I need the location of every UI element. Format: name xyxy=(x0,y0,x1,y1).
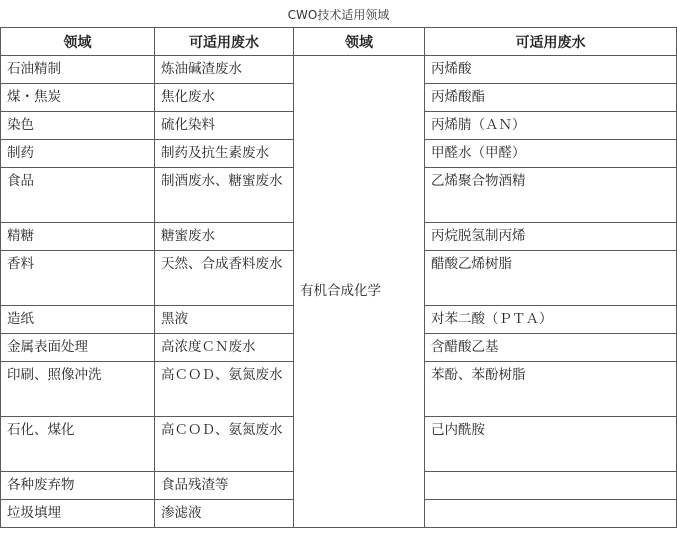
cwo-application-table xyxy=(0,27,677,528)
right-wastewater-cell: 丙烯腈（ＡＮ） xyxy=(425,112,677,140)
field-cell: 石化、煤化 xyxy=(1,417,155,472)
field-cell: 造纸 xyxy=(1,306,155,334)
table-row xyxy=(1,56,677,84)
right-wastewater-cell: 丙烯酸酯 xyxy=(425,84,677,112)
wastewater-cell: 黑液 xyxy=(155,306,294,334)
right-wastewater-cell: 乙烯聚合物酒精 xyxy=(425,168,677,223)
right-wastewater-cell: 含醋酸乙基 xyxy=(425,334,677,362)
wastewater-cell: 渗滤液 xyxy=(155,500,294,528)
field-cell: 食品 xyxy=(1,168,155,223)
field-cell: 香料 xyxy=(1,251,155,306)
wastewater-cell: 制药及抗生素废水 xyxy=(155,140,294,168)
wastewater-cell: 制酒废水、糖蜜废水 xyxy=(155,168,294,223)
wastewater-cell: 硫化染料 xyxy=(155,112,294,140)
wastewater-cell: 糖蜜废水 xyxy=(155,223,294,251)
wastewater-cell: 天然、合成香料废水 xyxy=(155,251,294,306)
field-cell: 煤・焦炭 xyxy=(1,84,155,112)
right-wastewater-cell xyxy=(425,500,677,528)
wastewater-cell: 焦化废水 xyxy=(155,84,294,112)
wastewater-cell: 食品残渣等 xyxy=(155,472,294,500)
right-wastewater-cell: 苯酚、苯酚树脂 xyxy=(425,362,677,417)
field-cell: 精糖 xyxy=(1,223,155,251)
table-caption: CWO技术适用领域 xyxy=(287,8,390,22)
field-cell: 印刷、照像冲洗 xyxy=(1,362,155,417)
right-wastewater-cell: 丙烷脱氢制丙烯 xyxy=(425,223,677,251)
wastewater-cell: 高ＣＯＤ、氨氮废水 xyxy=(155,362,294,417)
wastewater-cell: 高浓度ＣＮ废水 xyxy=(155,334,294,362)
wastewater-cell: 高ＣＯＤ、氨氮废水 xyxy=(155,417,294,472)
field-cell: 石油精制 xyxy=(1,56,155,84)
field-cell: 垃圾填埋 xyxy=(1,500,155,528)
merged-field-cell: 有机合成化学 xyxy=(294,56,425,528)
field-cell: 染色 xyxy=(1,112,155,140)
table-header-row xyxy=(1,28,677,56)
header-field-right: 领域 xyxy=(294,28,425,56)
header-wastewater-left: 可适用废水 xyxy=(155,28,294,56)
header-wastewater-right: 可适用废水 xyxy=(425,28,677,56)
right-wastewater-cell xyxy=(425,472,677,500)
field-cell: 各种废弃物 xyxy=(1,472,155,500)
field-cell: 金属表面处理 xyxy=(1,334,155,362)
right-wastewater-cell: 甲醛水（甲醛） xyxy=(425,140,677,168)
right-wastewater-cell: 对苯二酸（ＰＴＡ） xyxy=(425,306,677,334)
header-field-left: 领域 xyxy=(1,28,155,56)
field-cell: 制药 xyxy=(1,140,155,168)
right-wastewater-cell: 醋酸乙烯树脂 xyxy=(425,251,677,306)
wastewater-cell: 炼油碱渣废水 xyxy=(155,56,294,84)
right-wastewater-cell: 己内酰胺 xyxy=(425,417,677,472)
right-wastewater-cell: 丙烯酸 xyxy=(425,56,677,84)
